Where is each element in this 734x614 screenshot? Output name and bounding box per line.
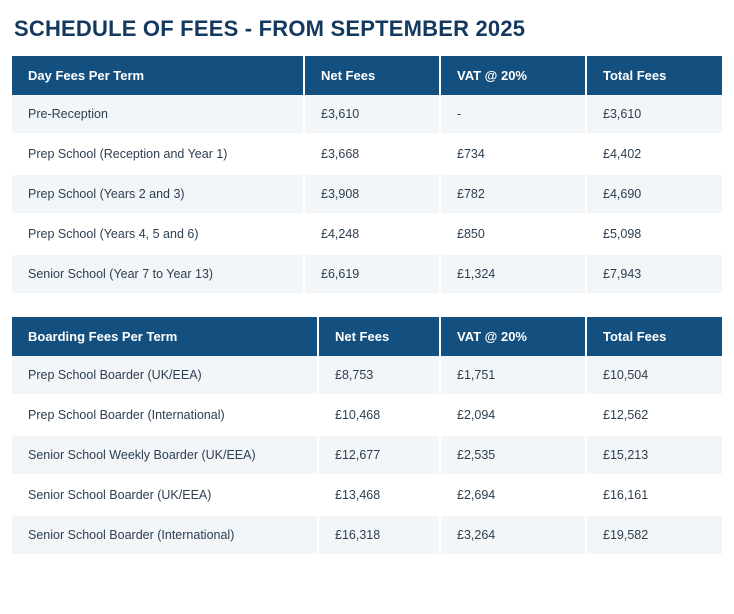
column-header-total-fees: Total Fees bbox=[586, 56, 722, 95]
row-total-fees: £10,504 bbox=[586, 356, 722, 395]
row-vat: £2,694 bbox=[440, 475, 586, 515]
table-row bbox=[12, 254, 722, 294]
table-row bbox=[12, 214, 722, 254]
row-vat: £1,751 bbox=[440, 356, 586, 395]
row-vat: £2,094 bbox=[440, 395, 586, 435]
row-label: Senior School Boarder (International) bbox=[12, 515, 318, 555]
table-header-row bbox=[12, 317, 722, 356]
row-vat: £3,264 bbox=[440, 515, 586, 555]
row-net-fees: £3,908 bbox=[304, 174, 440, 214]
column-header-category: Boarding Fees Per Term bbox=[12, 317, 318, 356]
row-label: Prep School Boarder (UK/EEA) bbox=[12, 356, 318, 395]
row-net-fees: £16,318 bbox=[318, 515, 440, 555]
row-label: Pre-Reception bbox=[12, 95, 304, 134]
row-vat: £1,324 bbox=[440, 254, 586, 294]
boarding-fees-table bbox=[12, 317, 722, 556]
table-row bbox=[12, 174, 722, 214]
row-net-fees: £6,619 bbox=[304, 254, 440, 294]
row-total-fees: £19,582 bbox=[586, 515, 722, 555]
column-header-vat: VAT @ 20% bbox=[440, 56, 586, 95]
row-net-fees: £3,668 bbox=[304, 134, 440, 174]
row-total-fees: £3,610 bbox=[586, 95, 722, 134]
row-net-fees: £12,677 bbox=[318, 435, 440, 475]
row-label: Senior School (Year 7 to Year 13) bbox=[12, 254, 304, 294]
row-total-fees: £15,213 bbox=[586, 435, 722, 475]
row-vat: £2,535 bbox=[440, 435, 586, 475]
row-net-fees: £10,468 bbox=[318, 395, 440, 435]
table-row bbox=[12, 395, 722, 435]
table-row bbox=[12, 515, 722, 555]
column-header-total-fees: Total Fees bbox=[586, 317, 722, 356]
row-vat: £734 bbox=[440, 134, 586, 174]
table-row bbox=[12, 475, 722, 515]
row-vat: £850 bbox=[440, 214, 586, 254]
row-net-fees: £13,468 bbox=[318, 475, 440, 515]
row-net-fees: £8,753 bbox=[318, 356, 440, 395]
row-label: Prep School (Reception and Year 1) bbox=[12, 134, 304, 174]
row-label: Senior School Boarder (UK/EEA) bbox=[12, 475, 318, 515]
row-total-fees: £12,562 bbox=[586, 395, 722, 435]
column-header-category: Day Fees Per Term bbox=[12, 56, 304, 95]
row-total-fees: £16,161 bbox=[586, 475, 722, 515]
row-total-fees: £4,690 bbox=[586, 174, 722, 214]
row-vat: - bbox=[440, 95, 586, 134]
column-header-vat: VAT @ 20% bbox=[440, 317, 586, 356]
table-row bbox=[12, 134, 722, 174]
row-total-fees: £4,402 bbox=[586, 134, 722, 174]
table-row bbox=[12, 356, 722, 395]
row-label: Prep School (Years 2 and 3) bbox=[12, 174, 304, 214]
row-vat: £782 bbox=[440, 174, 586, 214]
row-net-fees: £3,610 bbox=[304, 95, 440, 134]
row-label: Prep School (Years 4, 5 and 6) bbox=[12, 214, 304, 254]
row-label: Senior School Weekly Boarder (UK/EEA) bbox=[12, 435, 318, 475]
table-row bbox=[12, 435, 722, 475]
table-row bbox=[12, 95, 722, 134]
row-net-fees: £4,248 bbox=[304, 214, 440, 254]
column-header-net-fees: Net Fees bbox=[318, 317, 440, 356]
table-header-row bbox=[12, 56, 722, 95]
day-fees-table bbox=[12, 56, 722, 295]
column-header-net-fees: Net Fees bbox=[304, 56, 440, 95]
page-title: SCHEDULE OF FEES - FROM SEPTEMBER 2025 bbox=[14, 16, 526, 41]
row-total-fees: £7,943 bbox=[586, 254, 722, 294]
row-total-fees: £5,098 bbox=[586, 214, 722, 254]
row-label: Prep School Boarder (International) bbox=[12, 395, 318, 435]
